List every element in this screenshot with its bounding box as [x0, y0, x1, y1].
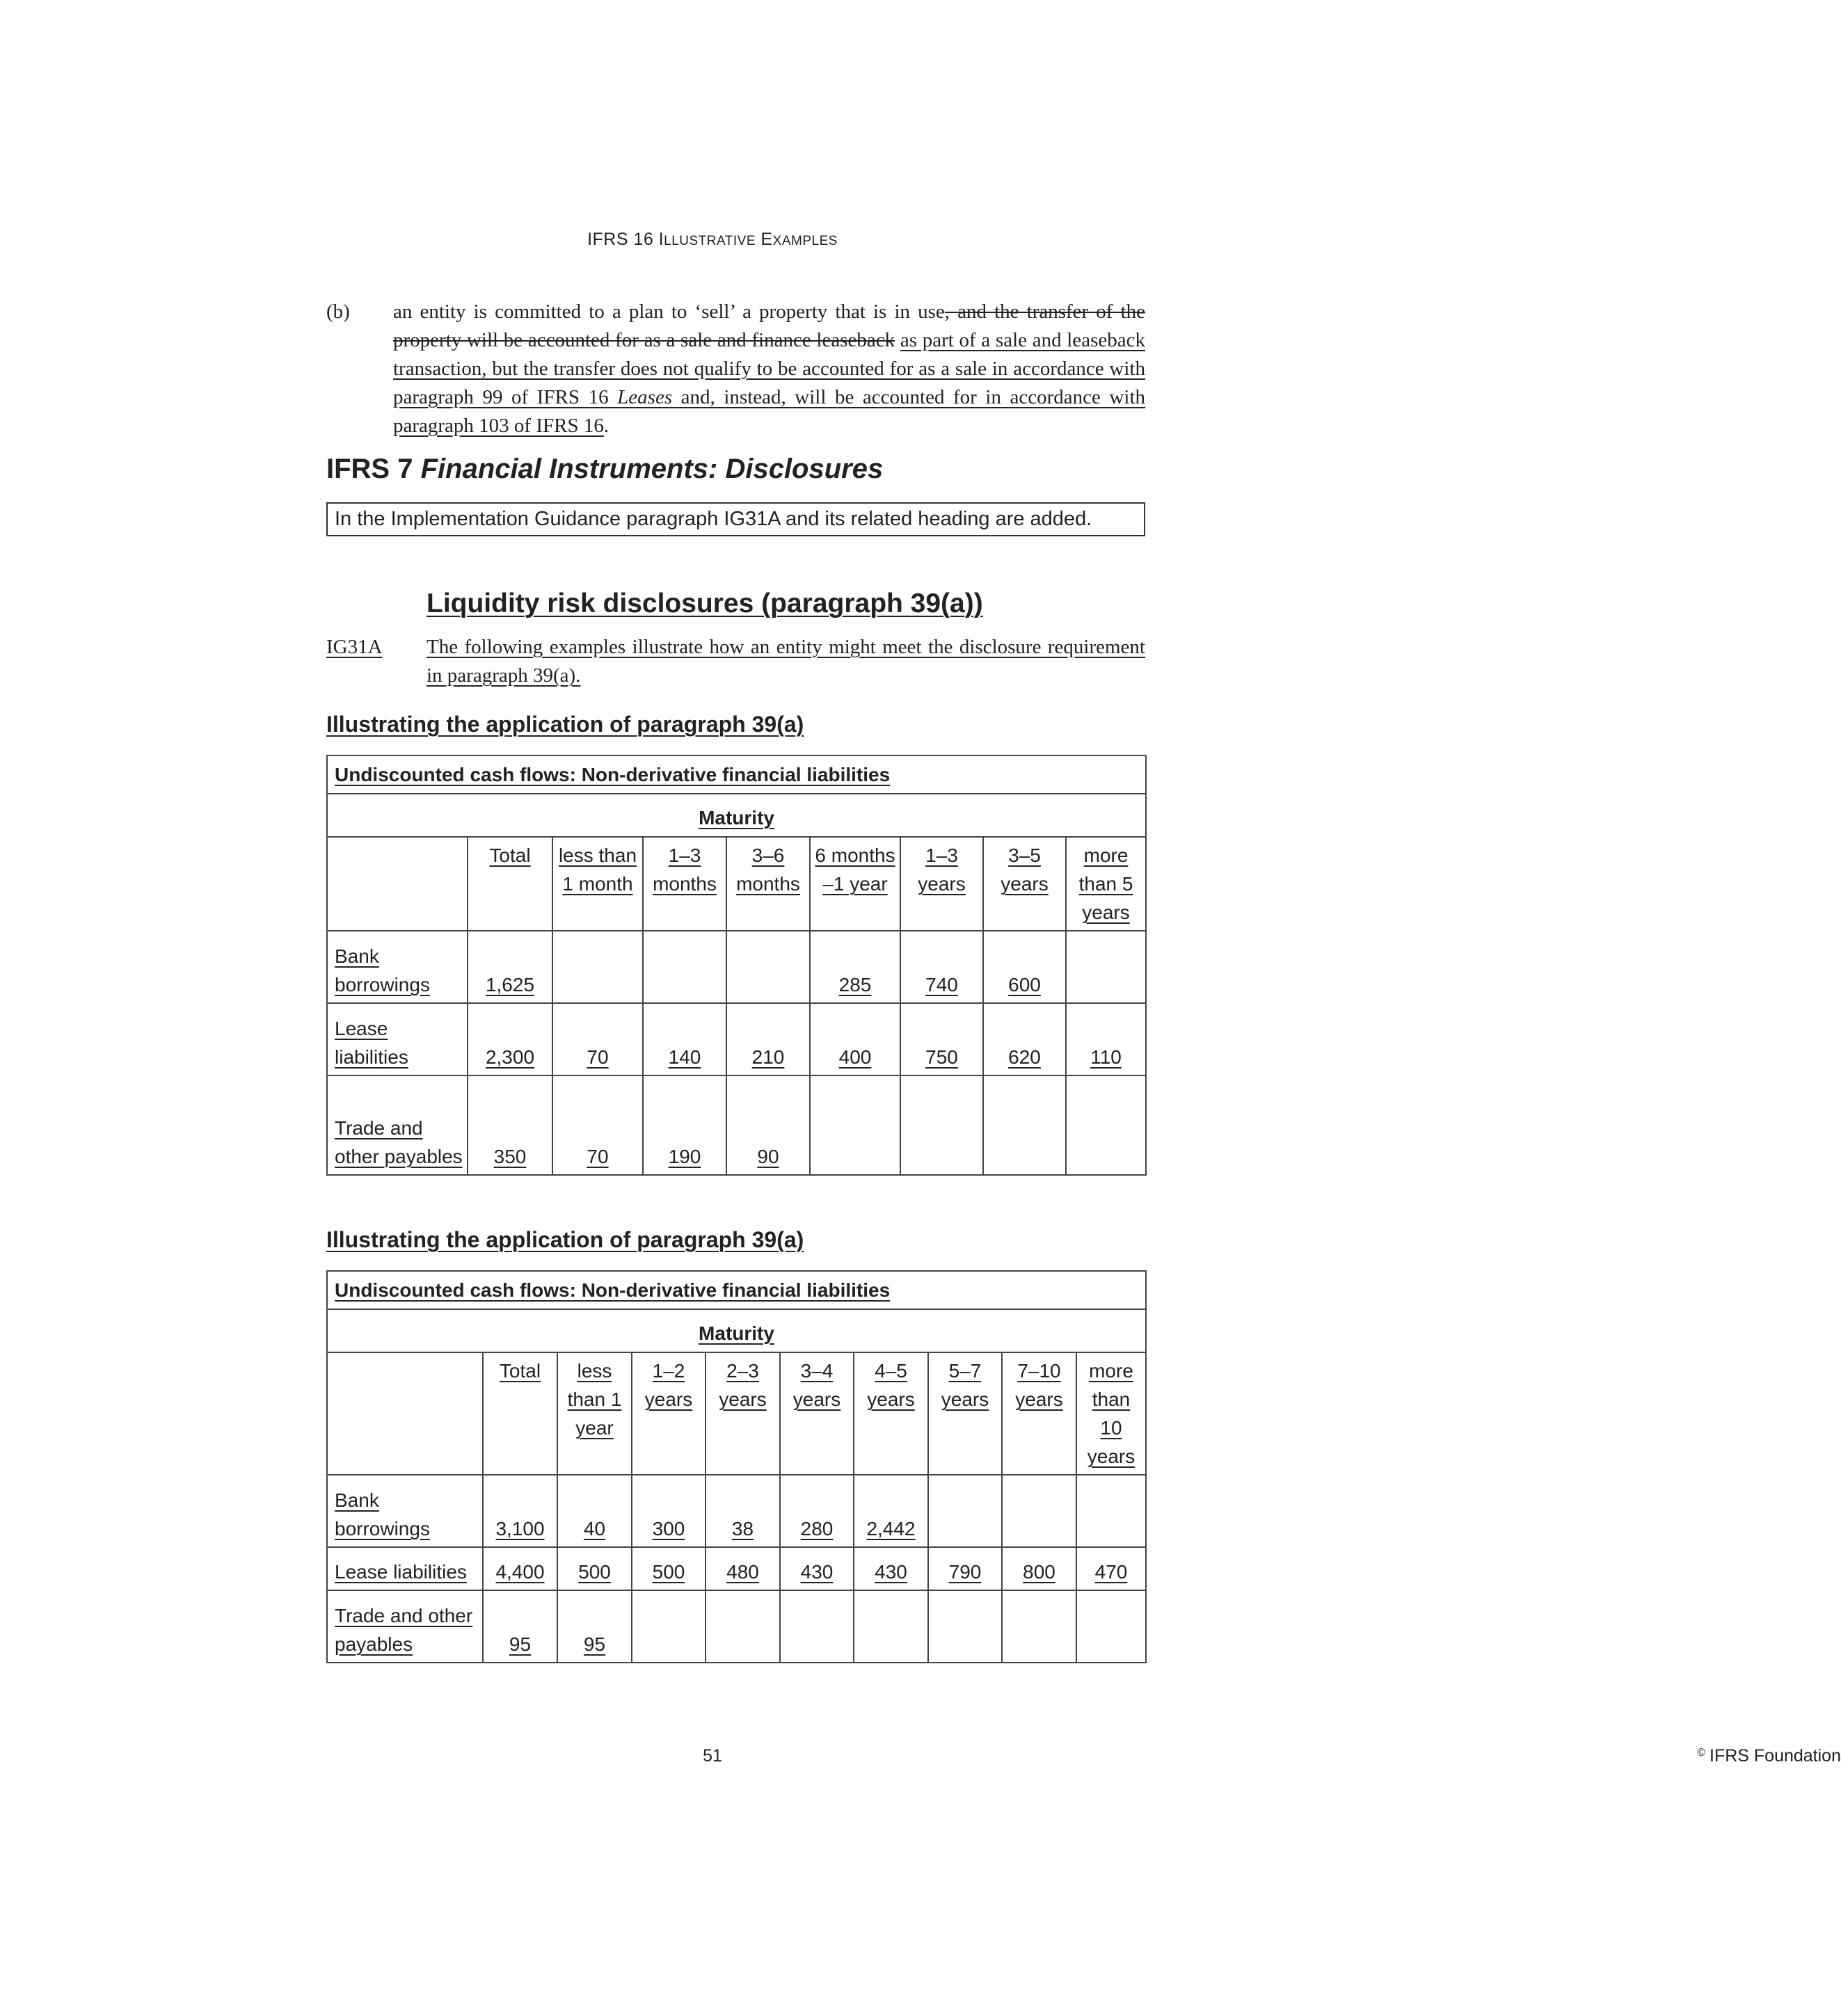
- column-header: [1002, 1352, 1076, 1475]
- column-header-blank: [327, 837, 468, 931]
- cell-value: 280: [800, 1518, 834, 1539]
- running-head-word2: XAMPLES: [772, 234, 838, 248]
- table-cell: [557, 1475, 632, 1547]
- column-header: [1066, 837, 1146, 931]
- column-header-text: 7–10 years: [1015, 1360, 1063, 1410]
- column-header: [983, 837, 1066, 931]
- table-cell: [706, 1547, 780, 1590]
- running-head-word1: LLUSTRATIVE: [664, 234, 756, 248]
- column-header: [643, 837, 726, 931]
- column-header-text: 1–3 years: [918, 845, 966, 895]
- table-cell: [900, 931, 983, 1003]
- table-cell: [632, 1590, 706, 1663]
- paragraph-body: [393, 298, 1145, 440]
- table-cell: [726, 1003, 810, 1075]
- cell-value: 300: [652, 1518, 685, 1539]
- column-header-text: Total: [499, 1360, 541, 1382]
- column-header: [854, 1352, 928, 1475]
- table-cell: [483, 1590, 557, 1663]
- cell-value: 95: [583, 1633, 606, 1655]
- table-cell: [643, 1003, 726, 1075]
- maturity-header-text: Maturity: [699, 1322, 774, 1344]
- row-label-text: Bank borrowings: [335, 945, 430, 995]
- row-label: [327, 931, 468, 1003]
- column-header: [557, 1352, 632, 1475]
- table-cell: [780, 1590, 854, 1663]
- row-label: [327, 1590, 483, 1663]
- paragraph-end: .: [603, 415, 609, 437]
- cell-value: 190: [668, 1146, 701, 1167]
- ifrs7-heading-title: Financial Instruments: Disclosures: [420, 454, 884, 484]
- copyright-icon: ©: [1697, 1747, 1705, 1759]
- table-cell: [483, 1475, 557, 1547]
- cell-value: 500: [578, 1561, 611, 1583]
- cell-value: 4,400: [495, 1561, 545, 1583]
- deleted-text: , and the transfer of the property will be accounted for as a sale and finance leaseback: [393, 301, 1145, 351]
- row-label: [327, 1475, 483, 1547]
- table-cell: [1002, 1475, 1076, 1547]
- table-cell: [1066, 931, 1146, 1003]
- column-header: [810, 837, 900, 931]
- table-cell: [900, 1075, 983, 1175]
- table-cell: [726, 931, 810, 1003]
- table-cell: [854, 1475, 928, 1547]
- row-label: [327, 1547, 483, 1590]
- cell-value: 750: [925, 1046, 958, 1068]
- cell-value: 3,100: [495, 1518, 545, 1539]
- cash-flow-table-2: [326, 1270, 1147, 1663]
- column-header: [726, 837, 810, 931]
- table-title: [327, 1271, 1146, 1309]
- table-cell: [552, 1075, 643, 1175]
- paragraph-label: IG31A: [326, 636, 383, 658]
- table-row: [327, 1590, 1146, 1663]
- column-header-text: 1–2 years: [644, 1360, 693, 1410]
- ifrs7-heading: [326, 454, 883, 485]
- table-cell: [726, 1075, 810, 1175]
- cell-value: 40: [583, 1518, 606, 1539]
- cell-value: 2,300: [485, 1046, 535, 1068]
- cell-value: 90: [757, 1146, 779, 1167]
- cell-value: 70: [587, 1046, 609, 1068]
- liquidity-heading: Liquidity risk disclosures (paragraph 39(a)): [427, 589, 983, 618]
- row-label-text: Trade and other payables: [335, 1117, 463, 1167]
- table-cell: [780, 1475, 854, 1547]
- cell-value: 70: [587, 1146, 609, 1167]
- cell-value: 620: [1008, 1046, 1041, 1068]
- column-header-text: 4–5 years: [867, 1360, 915, 1410]
- running-head-word2-initial: E: [760, 230, 773, 249]
- column-header-blank: [327, 1352, 483, 1475]
- cell-value: 480: [726, 1561, 759, 1583]
- amendment-paragraph-b: [326, 298, 1145, 440]
- column-header-text: 3–6 months: [736, 845, 800, 895]
- amendment-notice-box: [326, 502, 1145, 536]
- table-row: [327, 931, 1146, 1003]
- row-label: [327, 1075, 468, 1175]
- table-cell: [810, 931, 900, 1003]
- maturity-header-text: Maturity: [699, 806, 774, 829]
- paragraph-body: The following examples illustrate how an entity might meet the disclosure requirement in paragraph 39(a).: [427, 636, 1145, 687]
- row-label-text: Bank borrowings: [335, 1489, 430, 1539]
- column-header-text: 6 months –1 year: [815, 845, 895, 895]
- running-head: [0, 230, 1425, 250]
- cell-value: 500: [652, 1561, 685, 1583]
- table-cell: [983, 1003, 1066, 1075]
- column-header-text: 2–3 years: [719, 1360, 767, 1410]
- paragraph-ig31a: [326, 633, 1145, 690]
- cell-value: 790: [948, 1561, 982, 1583]
- table-cell: [1066, 1003, 1146, 1075]
- table-cell: [780, 1547, 854, 1590]
- cell-value: 800: [1023, 1561, 1055, 1583]
- column-header: [706, 1352, 780, 1475]
- column-header-text: more than 10 years: [1087, 1360, 1135, 1467]
- cell-value: 140: [668, 1046, 701, 1068]
- column-header: [1076, 1352, 1146, 1475]
- column-header-text: less than 1 month: [558, 845, 637, 895]
- table-cell: [928, 1475, 1002, 1547]
- table-cell: [983, 931, 1066, 1003]
- column-header: [552, 837, 643, 931]
- table-cell: [552, 1003, 643, 1075]
- table-row: [327, 1003, 1146, 1075]
- maturity-header: [327, 794, 1146, 837]
- table-cell: [468, 1075, 552, 1175]
- cell-value: 470: [1094, 1561, 1128, 1583]
- table1-heading: Illustrating the application of paragraph 39(a): [326, 712, 804, 737]
- column-header-text: 3–5 years: [1001, 845, 1049, 895]
- cell-value: 210: [751, 1046, 785, 1068]
- table-cell: [706, 1590, 780, 1663]
- table-row: [327, 1475, 1146, 1547]
- column-header-text: 3–4 years: [792, 1360, 841, 1410]
- column-header: [928, 1352, 1002, 1475]
- cell-value: 350: [493, 1146, 527, 1167]
- column-header-text: 5–7 years: [941, 1360, 989, 1410]
- column-header: [780, 1352, 854, 1475]
- column-header: [468, 837, 552, 931]
- cell-value: 430: [800, 1561, 834, 1583]
- paragraph-label: (b): [326, 301, 350, 323]
- table-title-text: Undiscounted cash flows: Non-derivative financial liabilities: [335, 1279, 891, 1301]
- table-cell: [468, 1003, 552, 1075]
- table-cell: [1076, 1590, 1146, 1663]
- table-cell: [632, 1475, 706, 1547]
- table-cell: [1066, 1075, 1146, 1175]
- table-cell: [928, 1590, 1002, 1663]
- table-cell: [854, 1590, 928, 1663]
- column-header: [483, 1352, 557, 1475]
- table-cell: [483, 1547, 557, 1590]
- table-cell: [552, 931, 643, 1003]
- running-head-prefix: IFRS 16 I: [587, 230, 664, 249]
- table-cell: [1076, 1547, 1146, 1590]
- cell-value: 400: [838, 1046, 872, 1068]
- table-cell: [983, 1075, 1066, 1175]
- table-title-text: Undiscounted cash flows: Non-derivative financial liabilities: [335, 764, 891, 785]
- cell-value: 110: [1090, 1046, 1122, 1068]
- table-cell: [1076, 1475, 1146, 1547]
- table-cell: [1002, 1590, 1076, 1663]
- table-header-row: [327, 837, 1146, 931]
- cash-flow-table-1: [326, 755, 1147, 1176]
- cell-value: 740: [925, 974, 958, 995]
- table-cell: [928, 1547, 1002, 1590]
- table-cell: [468, 931, 552, 1003]
- maturity-header: [327, 1309, 1146, 1352]
- table-header-row: [327, 1352, 1146, 1475]
- column-header: [900, 837, 983, 931]
- cell-value: 2,442: [866, 1518, 916, 1539]
- table-cell: [632, 1547, 706, 1590]
- column-header-text: 1–3 months: [653, 845, 717, 895]
- cell-value: 1,625: [485, 974, 535, 995]
- cell-value: 600: [1008, 974, 1041, 995]
- row-label: [327, 1003, 468, 1075]
- table-cell: [643, 931, 726, 1003]
- row-label-text: Trade and other payables: [335, 1605, 473, 1655]
- inserted-text-part-1: as part of a sale and leaseback transaction, but the transfer does not qualify to be accounted for as a sale in accordance with paragraph 99 of IFRS 16: [393, 329, 1145, 408]
- table-cell: [854, 1547, 928, 1590]
- table-cell: [706, 1475, 780, 1547]
- table-row: [327, 1075, 1146, 1175]
- ifrs7-heading-prefix: IFRS 7: [326, 454, 421, 484]
- table-cell: [810, 1075, 900, 1175]
- column-header: [632, 1352, 706, 1475]
- column-header-text: more than 5 years: [1078, 845, 1133, 923]
- row-label-text: Lease liabilities: [335, 1561, 467, 1583]
- inserted-text-part-2: and, instead, will be accounted for in accordance with paragraph 103 of IFRS 16: [393, 386, 1146, 437]
- row-label-text: Lease liabilities: [335, 1018, 408, 1068]
- table-title: [327, 755, 1146, 794]
- table2-heading: Illustrating the application of paragraph 39(a): [326, 1227, 804, 1252]
- table-cell: [810, 1003, 900, 1075]
- cell-value: 38: [731, 1518, 754, 1539]
- column-header-text: Total: [489, 845, 531, 866]
- page-number: 51: [703, 1746, 722, 1766]
- table-cell: [557, 1590, 632, 1663]
- table-cell: [900, 1003, 983, 1075]
- table-row: [327, 1547, 1146, 1590]
- copyright-notice: [974, 1746, 1841, 1766]
- copyright-text: IFRS Foundation: [1710, 1746, 1841, 1766]
- table-cell: [643, 1075, 726, 1175]
- table-cell: [1002, 1547, 1076, 1590]
- cell-value: 95: [509, 1633, 532, 1655]
- table-cell: [557, 1547, 632, 1590]
- unchanged-text: an entity is committed to a plan to ‘sell’ a property that is in use: [393, 301, 945, 323]
- column-header-text: less than 1 year: [567, 1360, 622, 1439]
- cell-value: 430: [875, 1561, 907, 1583]
- inserted-text-italic: Leases: [617, 386, 673, 408]
- notice-text: In the Implementation Guidance paragraph IG31A and its related heading are added.: [335, 508, 1092, 530]
- cell-value: 285: [838, 974, 872, 995]
